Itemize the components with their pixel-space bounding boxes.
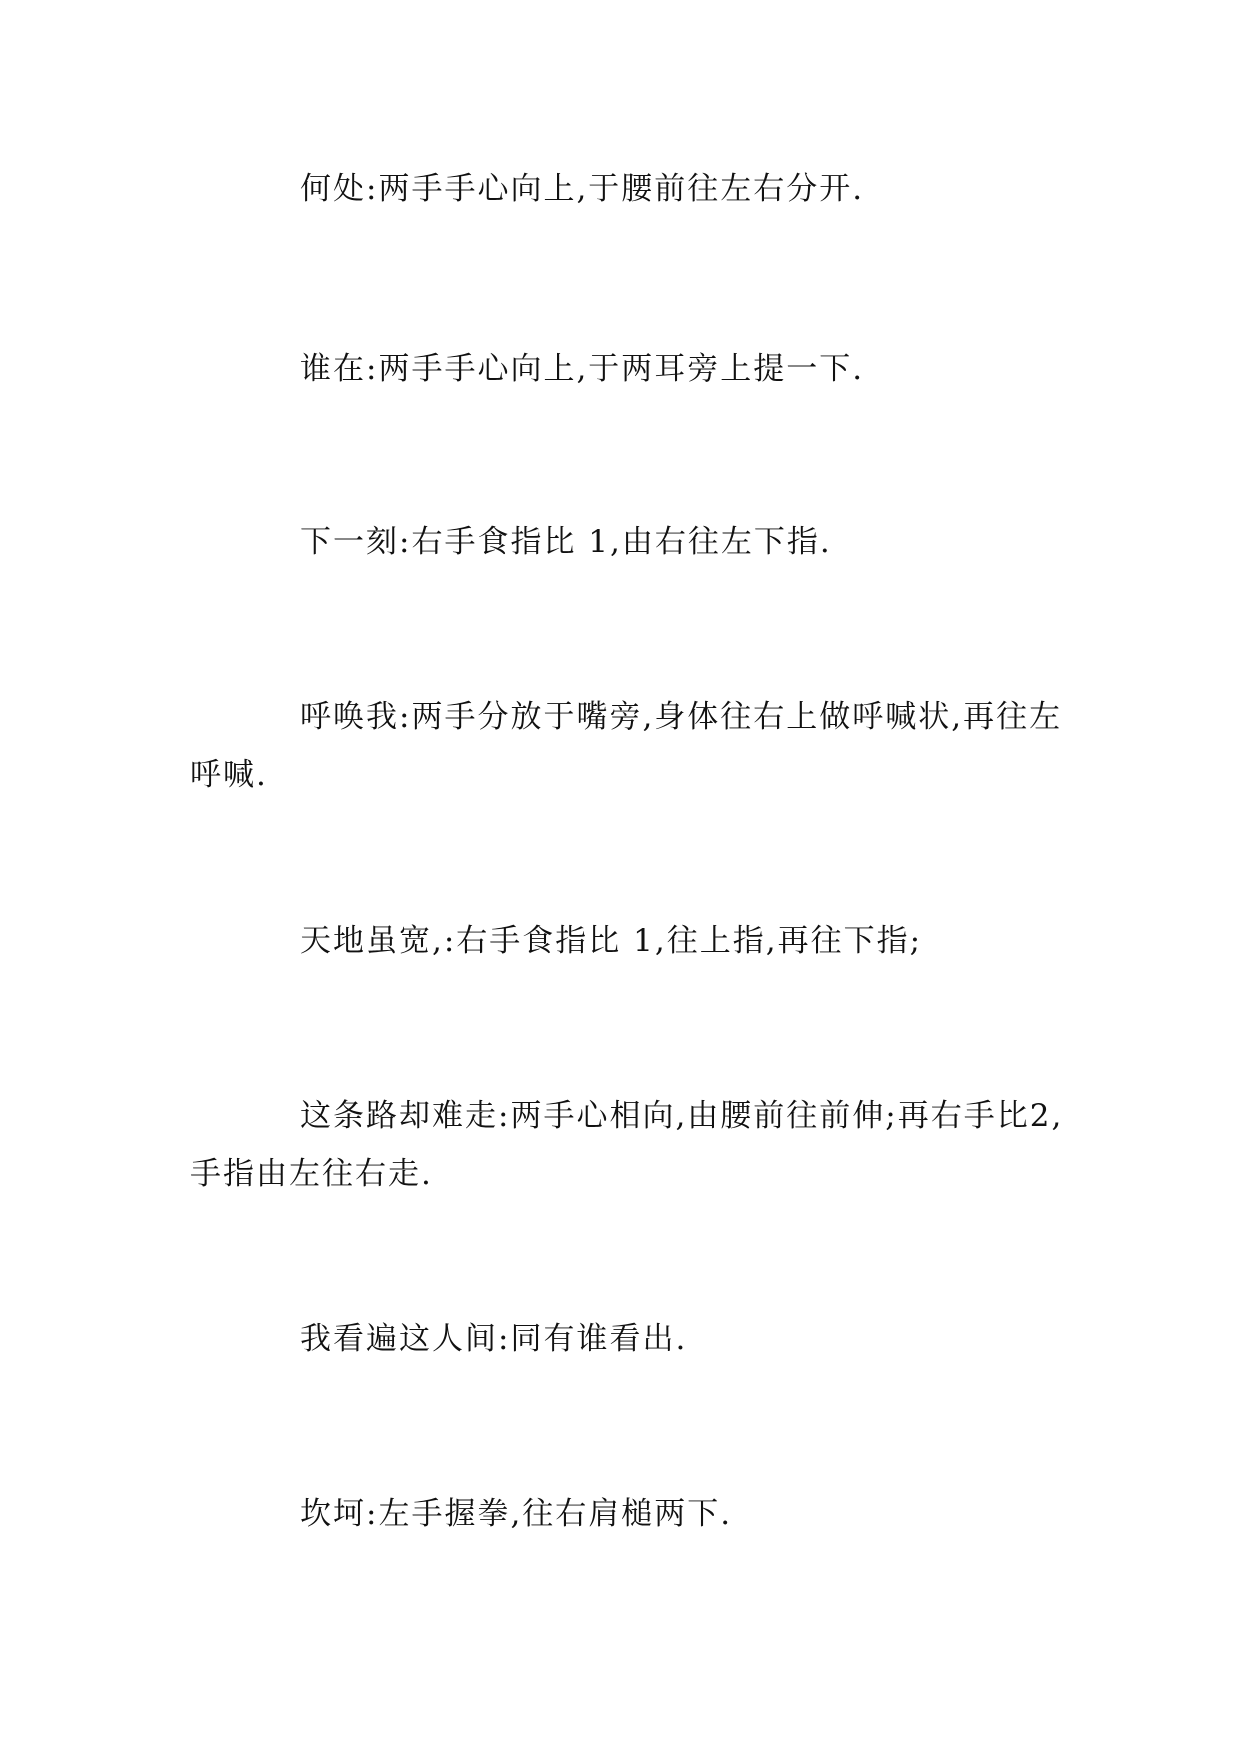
- paragraph-kanke: 坎坷:左手握拳,往右肩槌两下.: [300, 1496, 733, 1532]
- paragraph-huhuanwo: 呼唤我:两手分放于嘴旁,身体往右上做呼喊状,再往左呼喊.: [190, 699, 1063, 793]
- paragraph-zhetiaolu: 这条路却难走:两手心相向,由腰前往前伸;再右手比2,手指由左往右走.: [190, 1098, 1064, 1192]
- paragraph-xiayike: 下一刻:右手食指比 1,由右往左下指.: [300, 524, 832, 560]
- paragraph-heshu: 何处:两手手心向上,于腰前往左右分开.: [300, 171, 865, 207]
- paragraph-shuizai: 谁在:两手手心向上,于两耳旁上提一下.: [300, 351, 865, 387]
- paragraph-tiandisuikuan: 天地虽宽,:右手食指比 1,往上指,再往下指;: [300, 923, 923, 959]
- paragraph-wokanbian: 我看遍这人间:同有谁看出.: [300, 1321, 688, 1357]
